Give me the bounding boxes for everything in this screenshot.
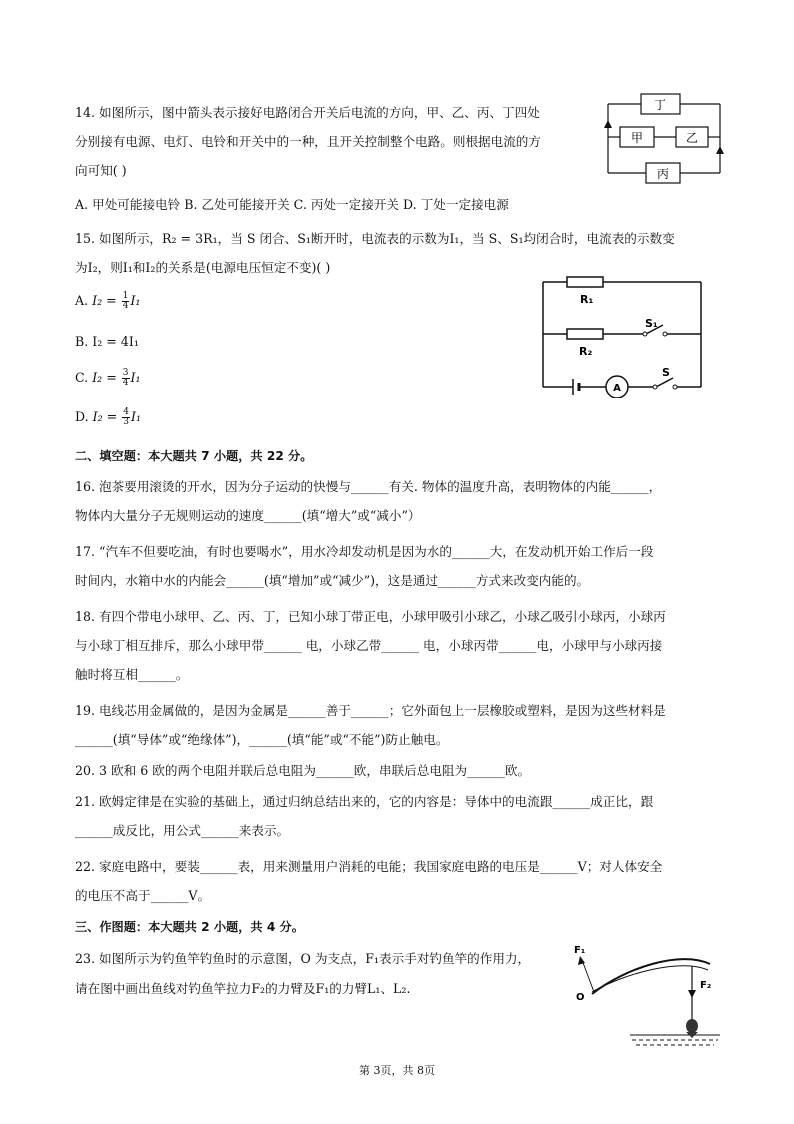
- resistor-r2: [567, 329, 603, 339]
- label-r1: R₁: [580, 293, 594, 306]
- page-footer: 第 3页，共 8页: [359, 1064, 435, 1077]
- fig-label-yi: 乙: [685, 131, 699, 145]
- label-r2: R₂: [579, 345, 593, 358]
- fish-icon: [686, 1019, 698, 1033]
- q16-line-1: 16. 泡茶要用滚烫的开水，因为分子运动的快慢与______有关. 物体的温度升高，表明物体的内能______，: [75, 479, 662, 494]
- arrow-icon: [688, 990, 696, 998]
- fraction-denominator: 3: [123, 417, 129, 427]
- option-rhs: I₁: [130, 370, 141, 385]
- q14-circuit-figure: [600, 90, 730, 186]
- arrow-icon: [578, 956, 585, 965]
- option-rhs: I₁: [130, 409, 142, 424]
- fig-label-ding: 丁: [653, 98, 667, 112]
- q14-line-2: 分别接有电源、电灯、电铃和开关中的一种，且开关控制整个电路。则根据电流的方: [75, 134, 541, 149]
- q21-line-2: ______成反比，用公式______来表示。: [75, 823, 290, 838]
- q20-line-1: 20. 3 欧和 6 欧的两个电阻并联后总电阻为______欧，串联后总电阻为______欧。: [75, 763, 531, 778]
- q17-line-2: 时间内，水箱中水的内能会______(填“增加”或“减少”)，这是通过______方式来改变内能的。: [75, 573, 590, 588]
- fig-label-bing: 丙: [656, 167, 670, 181]
- fraction: [122, 369, 130, 388]
- label-f2: F₂: [700, 980, 712, 991]
- q17-line-1: 17. “汽车不但要吃油，有时也要喝水”，用水冷却发动机是因为水的______大，在发动机开始工作后一段: [75, 544, 654, 559]
- q22-line-1: 22. 家庭电路中，要装______表，用来测量用户消耗的电能；我国家庭电路的电压是______V；对人体安全: [75, 859, 663, 874]
- fraction: [122, 408, 130, 427]
- label-o: O: [576, 992, 585, 1003]
- option-lhs: I₂ =: [92, 409, 122, 424]
- label-f1: F₁: [574, 945, 586, 956]
- switch-s: [656, 378, 673, 387]
- fraction-denominator: 4: [122, 301, 129, 311]
- q15-option-d: [75, 408, 141, 427]
- option-label: C.: [75, 370, 93, 385]
- arrow-icon: [604, 120, 612, 128]
- resistor-r1: [567, 277, 603, 287]
- q21-line-1: 21. 欧姆定律是在实验的基础上，通过归纳总结出来的，它的内容是：导体中的电流跟______成正比，跟: [75, 794, 654, 809]
- option-lhs: I₂ =: [92, 293, 121, 308]
- fraction-numerator: 4: [123, 407, 129, 417]
- q18-line-1: 18. 有四个带电小球甲、乙、丙、丁，已知小球丁带正电，小球甲吸引小球乙，小球乙吸引小球丙，小球丙: [75, 609, 666, 624]
- q23-line-2: 请在图中画出鱼线对钓鱼竿拉力F₂的力臂及F₁的力臂L₁、L₂.: [75, 981, 411, 996]
- q15-circuit-figure: [535, 272, 710, 398]
- q23-fishing-rod-figure: [570, 940, 730, 1060]
- q23-line-1: 23. 如图所示为钓鱼竿钓鱼时的示意图，O 为支点，F₁表示手对钓鱼竿的作用力，: [75, 951, 531, 966]
- option-rhs: I₁: [130, 293, 141, 308]
- q14-line-3: 向可知( ): [75, 163, 127, 178]
- option-label: D.: [75, 409, 93, 424]
- label-s: S: [662, 366, 670, 379]
- q14-line-1: 14. 如图所示，图中箭头表示接好电路闭合开关后电流的方向，甲、乙、丙、丁四处: [75, 105, 540, 120]
- q19-line-1: 19. 电线芯用金属做的，是因为金属是______善于______；它外面包上一层橡胶或塑料，是因为这些材料是: [75, 703, 666, 718]
- q15-option-a: [75, 292, 140, 311]
- q22-line-2: 的电压不高于______V。: [75, 888, 211, 903]
- q15-line-2: 为I₂，则I₁和I₂的关系是(电源电压恒定不变)( ): [75, 260, 331, 275]
- q15-option-c: [75, 369, 141, 388]
- q15-option-b: B. I₂ = 4I₁: [75, 334, 139, 349]
- fraction-numerator: 3: [122, 368, 129, 378]
- q19-line-2: ______(填“导体”或“绝缘体”)，______(填“能”或“不能”)防止触电。: [75, 732, 449, 747]
- fraction: [122, 292, 130, 311]
- q15-line-1: 15. 如图所示，R₂ = 3R₁，当 S 闭合、S₁断开时，电流表的示数为I₁，当 S、S₁均闭合时，电流表的示数变: [75, 231, 675, 246]
- arrow-icon: [716, 146, 724, 154]
- fig-label-jia: 甲: [630, 131, 644, 145]
- label-s1: S₁: [645, 317, 658, 330]
- option-lhs: I₂ =: [92, 370, 121, 385]
- fraction-denominator: 4: [122, 378, 129, 388]
- q18-line-2: 与小球丁相互排斥，那么小球甲带______ 电，小球乙带______ 电，小球丙带______电，小球甲与小球丙接: [75, 638, 663, 653]
- label-ammeter: A: [613, 383, 621, 394]
- q18-line-3: 触时将互相______。: [75, 667, 189, 682]
- q16-line-2: 物体内大量分子无规则运动的速度______(填“增大”或“减小”）: [75, 508, 421, 523]
- option-label: A.: [75, 293, 93, 308]
- q14-options: A. 甲处可能接电铃 B. 乙处可能接开关 C. 丙处一定接开关 D. 丁处一定接电源: [75, 197, 509, 212]
- section-2-heading: 二、填空题：本大题共 7 小题，共 22 分。: [75, 449, 313, 463]
- section-3-heading: 三、作图题：本大题共 2 小题，共 4 分。: [75, 920, 304, 934]
- fraction-numerator: 1: [122, 291, 129, 301]
